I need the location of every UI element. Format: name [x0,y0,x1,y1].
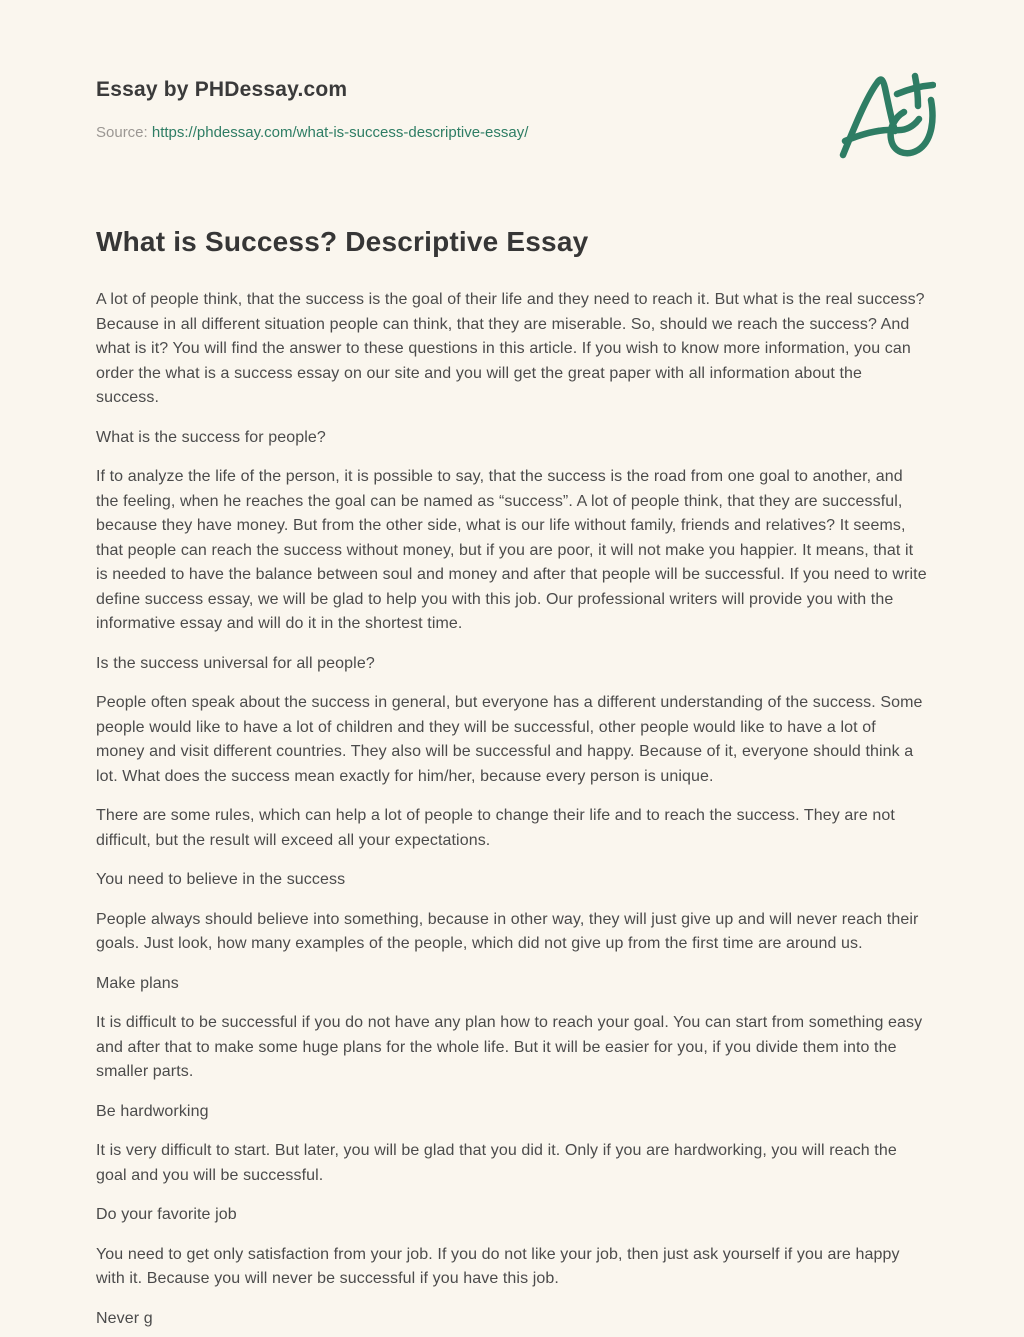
source-line [96,124,528,141]
source-url-link[interactable]: https://phdessay.com/what-is-success-descriptive-essay/ [151,124,529,141]
paragraph: A lot of people think, that the success is the goal of their life and they need to reach it. But what is the real success? Because in all different situation people can think, that they are miserable. So, should we reach the success? And what is it? You will find the answer to these questions in this article. If you wish to know more information, you can order the what is a success essay on our site and you will get the great paper with all information about the success. [96,291,925,406]
document-header [96,74,928,166]
paragraph: People always should believe into something, because in other way, they will just give up and will never reach their goals. Just look, how many examples of the people, which did not give up from the first time are around us. [96,910,919,952]
article [96,222,928,1331]
section-heading: Be hardworking [96,1102,209,1120]
article-title: What is Success? Descriptive Essay [96,226,589,257]
a-plus-logo-icon [836,70,936,162]
paragraph: You need to get only satisfaction from your job. If you do not like your job, then just ask yourself if you are happy with it. Because you will never be successful if you have this job. [96,1245,900,1287]
header-text-block [96,74,528,141]
paragraph: It is difficult to be successful if you do not have any plan how to reach your goal. You can start from something easy and after that to make some huge plans for the whole life. But it will be easier for you, if you divide them into the smaller parts. [96,1014,923,1080]
paragraph: It is very difficult to start. But later, you will be glad that you did it. Only if you are hardworking, you will reach the goal and you will be successful. [96,1142,897,1184]
section-heading-truncated: Never g [96,1309,153,1327]
paragraph: There are some rules, which can help a lot of people to change their life and to reach the success. They are not difficult, but the result will exceed all your expectations. [96,807,895,849]
section-heading: What is the success for people? [96,428,326,446]
section-heading: Is the success universal for all people? [96,654,375,672]
paragraph: If to analyze the life of the person, it is possible to say, that the success is the road from one goal to another, and the feeling, when he reaches the goal can be named as “success”. A lot of people think, that they are successful, because they have money. But from the other side, what is our life without family, friends and relatives? It seems, that people can reach the success without money, but if you are poor, it will not make you happier. It means, that it is needed to have the balance between soul and money and after that people will be successful. If you need to write define success essay, we will be glad to help you with this job. Our professional writers will provide you with the informative essay and will do it in the shortest time. [96,468,927,632]
section-heading: You need to believe in the success [96,871,346,888]
section-heading: Make plans [96,974,179,992]
document-header-title: Essay by PHDessay.com [96,78,348,101]
section-heading: Do your favorite job [96,1206,237,1223]
paragraph: People often speak about the success in general, but everyone has a different understanding of the success. Some people would like to have a lot of children and they will be successful, other people would like to have a lot of money and visit different countries. They also will be successful and happy. Because of it, everyone should think a lot. What does the success mean exactly for him/her, because every person is unique. [96,694,923,785]
article-body [96,288,928,1331]
source-label: Source: [96,124,148,141]
